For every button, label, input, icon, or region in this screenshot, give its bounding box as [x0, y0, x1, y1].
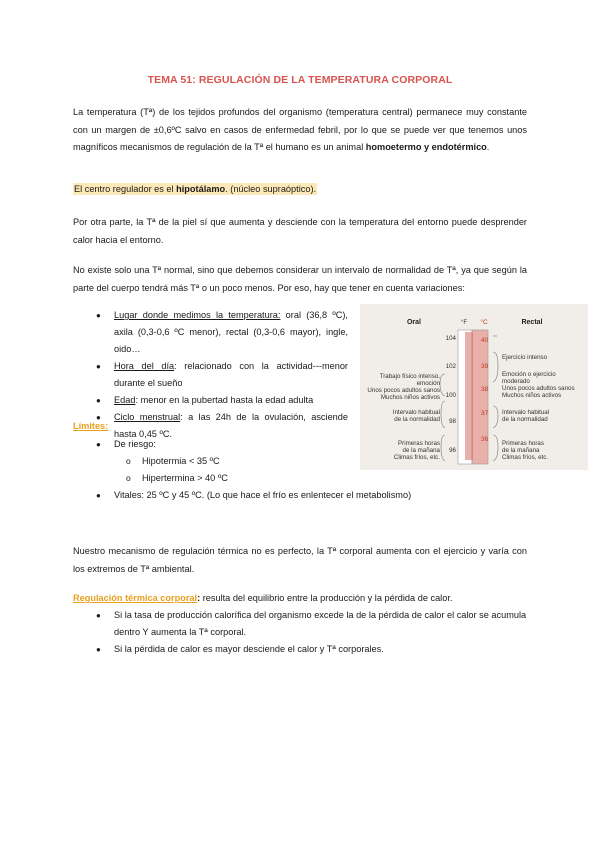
- list-item: ● De riesgo:: [90, 436, 530, 453]
- left-label: Primeras horas: [398, 440, 440, 447]
- variaciones-list: [90, 307, 348, 443]
- f-tick: 96: [449, 447, 456, 454]
- col-oral: Oral: [406, 319, 422, 326]
- list-item: ● Hora del día: relacionado con la actividad---menor durante el sueño: [90, 358, 348, 392]
- left-label: emoción: [416, 380, 440, 387]
- right-label: Unos pocos adultos sanos: [502, 385, 575, 392]
- f-tick: 98: [449, 418, 456, 425]
- right-label: Muchos niños activos: [502, 392, 562, 399]
- c-tick: 39: [481, 363, 489, 370]
- list-item: ● Si la pérdida de calor es mayor desciende el calor y Tª corporales.: [90, 641, 527, 658]
- left-label: de la normalidad: [394, 416, 440, 423]
- list-item: ● Si la tasa de producción calorífica del organismo excede la de la pérdida de calor el calor se acumula dentro Y aumenta la Tª corporal.: [90, 607, 527, 641]
- regulacion-list: [90, 607, 527, 658]
- right-label: de la mañana: [502, 447, 540, 454]
- mecanismo-paragraph: Nuestro mecanismo de regulación térmica no es perfecto, la Tª corporal aumenta con el ejercicio y varía con los extremos de Tª ambiental.: [73, 546, 527, 574]
- c-tick: 36: [481, 436, 489, 443]
- left-label: de la mañana: [402, 447, 440, 454]
- right-label: de la normalidad: [502, 416, 548, 423]
- col-f: °F: [460, 319, 468, 326]
- intro-paragraph: La temperatura (Tª) de los tejidos profundos del organismo (temperatura central) permanece muy constante con un margen de ±0,6ºC salvo en casos de enfermedad febril, por lo que se puede ver que tenemos unos magníficos mecanismos de regulación de la Tª el humano es un animal homoetermo y endotérmico.: [73, 107, 527, 152]
- limites-list: [90, 436, 530, 504]
- c-tick: 38: [481, 386, 489, 393]
- right-label: Primeras horas: [502, 440, 544, 447]
- left-label: Intervalo habitual: [392, 409, 440, 416]
- list-item: ● Edad: menor en la pubertad hasta la edad adulta: [90, 392, 348, 409]
- left-label: Muchos niños activos: [380, 394, 440, 401]
- left-label: Unos pocos adultos sanos: [367, 387, 440, 394]
- right-label: Ejercicio intenso: [502, 354, 548, 361]
- limites-heading: Límites:: [73, 421, 109, 431]
- list-item: ● Vitales: 25 ºC y 45 ºC. (Lo que hace el frío es enlentecer el metabolismo): [90, 487, 530, 504]
- page-title: TEMA 51: REGULACIÓN DE LA TEMPERATURA CORPORAL: [147, 74, 453, 86]
- right-label: Intervalo habitual: [502, 409, 550, 416]
- list-item: o Hipertermina > 40 ºC: [90, 470, 530, 487]
- normalidad-paragraph: No existe solo una Tª normal, sino que debemos considerar un intervalo de normalidad de Tª, ya que según la parte del cuerpo tendrá más Tª o un poco menos. Por eso, hay que tener en cuenta variaciones:: [73, 265, 527, 293]
- list-item: ● Ciclo menstrual: a las 24h de la ovulación, asciende hasta 0,45 ºC.: [90, 409, 348, 443]
- right-label: Climas fríos, etc.: [502, 454, 549, 461]
- c-tick: 37: [481, 410, 489, 417]
- f-tick: 100: [445, 392, 456, 399]
- piel-paragraph: Por otra parte, la Tª de la piel sí que aumenta y desciende con la temperatura del entorno puede desprender calor hacia el entorno.: [73, 217, 527, 245]
- intro-bold: homoetermo y endotérmico: [365, 142, 487, 152]
- left-label: Climas fríos, etc.: [393, 454, 440, 461]
- f-tick: 104: [445, 335, 456, 342]
- right-label: Emoción o ejercicio: [502, 371, 556, 378]
- c-tick: 40: [481, 337, 489, 344]
- regulacion-heading: Regulación térmica corporal: resulta del equilibrio entre la producción y la pérdida de calor.: [73, 593, 453, 603]
- list-item: ● Lugar donde medimos la temperatura: oral (36,8 ºC), axila (0,3-0,6 ºC menor), rectal (0,3-0,6 mayor), ingle, oido…: [90, 307, 348, 358]
- col-rectal: Rectal: [521, 319, 543, 326]
- centro-regulador: El centro regulador es el hipotálamo. (núcleo supraóptico).: [74, 184, 317, 194]
- left-label: Trabajo físico intenso,: [379, 373, 440, 380]
- right-label: moderado: [502, 378, 530, 385]
- list-item: o Hipotermia < 35 ºC: [90, 453, 530, 470]
- col-c: °C: [480, 319, 488, 326]
- f-tick: 102: [445, 363, 456, 370]
